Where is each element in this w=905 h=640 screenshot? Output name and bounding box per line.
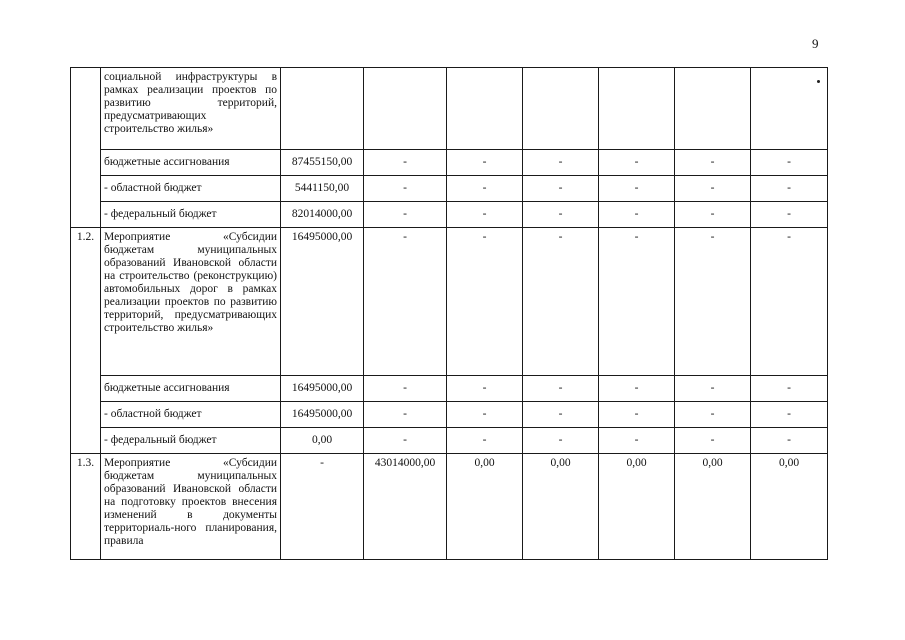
- value-cell: -: [675, 228, 751, 376]
- table-row: [71, 150, 828, 176]
- row-number-cell: [71, 402, 101, 428]
- value-cell: -: [523, 228, 599, 376]
- value-cell: [523, 68, 599, 150]
- value-cell: -: [599, 202, 675, 228]
- value-cell: -: [364, 176, 447, 202]
- value-cell: -: [675, 402, 751, 428]
- total-cell: 5441150,00: [281, 176, 364, 202]
- value-cell: -: [751, 150, 828, 176]
- total-cell: 87455150,00: [281, 150, 364, 176]
- value-cell: 0,00: [599, 454, 675, 560]
- value-cell: -: [751, 428, 828, 454]
- table-row: [71, 202, 828, 228]
- page-number: 9: [812, 36, 819, 51]
- value-cell: -: [599, 402, 675, 428]
- value-cell: -: [675, 176, 751, 202]
- total-cell: 16495000,00: [281, 402, 364, 428]
- value-cell: -: [523, 150, 599, 176]
- table-row: [71, 402, 828, 428]
- budget-label: - федеральный бюджет: [101, 202, 281, 228]
- table-row: [71, 176, 828, 202]
- value-cell: -: [751, 202, 828, 228]
- value-cell: -: [447, 150, 523, 176]
- activity-description: Мероприятие «Субсидии бюджетам муниципальных образований Ивановской области на строительство (реконструкцию) автомобильных дорог в рамках реализации проектов по развитию территорий, предусматривающих строительство жилья»: [101, 228, 281, 376]
- value-cell: [599, 68, 675, 150]
- row-number-cell: [71, 176, 101, 202]
- value-cell: -: [447, 402, 523, 428]
- table-row: [71, 228, 828, 376]
- total-cell: 16495000,00: [281, 376, 364, 402]
- row-number-cell: [71, 428, 101, 454]
- value-cell: -: [675, 150, 751, 176]
- row-number-cell: [71, 202, 101, 228]
- row-number-cell: 1.2.: [71, 228, 101, 376]
- value-cell: -: [364, 428, 447, 454]
- value-cell: -: [523, 176, 599, 202]
- value-cell: [675, 68, 751, 150]
- budget-label: бюджетные ассигнования: [101, 150, 281, 176]
- value-cell: -: [599, 150, 675, 176]
- total-cell: 82014000,00: [281, 202, 364, 228]
- value-cell: -: [447, 376, 523, 402]
- value-cell: -: [523, 376, 599, 402]
- value-cell: -: [447, 428, 523, 454]
- value-cell: -: [751, 228, 828, 376]
- row-number-cell: 1.3.: [71, 454, 101, 560]
- budget-table: [70, 67, 828, 560]
- budget-label: - федеральный бюджет: [101, 428, 281, 454]
- value-cell: -: [523, 428, 599, 454]
- value-cell: [751, 68, 828, 150]
- value-cell: -: [751, 176, 828, 202]
- value-cell: -: [675, 376, 751, 402]
- value-cell: -: [447, 228, 523, 376]
- table-row: [71, 68, 828, 150]
- total-cell: 0,00: [281, 428, 364, 454]
- table-row: [71, 454, 828, 560]
- value-cell: -: [675, 428, 751, 454]
- value-cell: -: [675, 202, 751, 228]
- value-cell: -: [364, 228, 447, 376]
- value-cell: -: [523, 402, 599, 428]
- value-cell: -: [599, 228, 675, 376]
- row-number-cell: [71, 68, 101, 150]
- value-cell: -: [364, 150, 447, 176]
- value-cell: 0,00: [751, 454, 828, 560]
- row-number-cell: [71, 376, 101, 402]
- value-cell: [364, 68, 447, 150]
- value-cell: -: [364, 402, 447, 428]
- total-cell: -: [281, 454, 364, 560]
- activity-description: социальной инфраструктуры в рамках реализации проектов по развитию территорий, предусматривающих строительство жилья»: [101, 68, 281, 150]
- value-cell: -: [523, 202, 599, 228]
- value-cell: -: [599, 176, 675, 202]
- total-cell: 16495000,00: [281, 228, 364, 376]
- value-cell: 0,00: [523, 454, 599, 560]
- total-cell: [281, 68, 364, 150]
- value-cell: -: [364, 376, 447, 402]
- value-cell: -: [364, 202, 447, 228]
- value-cell: -: [599, 428, 675, 454]
- value-cell: 0,00: [447, 454, 523, 560]
- value-cell: -: [599, 376, 675, 402]
- value-cell: -: [447, 176, 523, 202]
- value-cell: -: [447, 202, 523, 228]
- budget-label: - областной бюджет: [101, 402, 281, 428]
- value-cell: -: [751, 376, 828, 402]
- value-cell: 0,00: [675, 454, 751, 560]
- activity-description: Мероприятие «Субсидии бюджетам муниципальных образований Ивановской области на подготовку проектов внесения изменений в документы территориаль-ного планирования, правила: [101, 454, 281, 560]
- value-cell: -: [751, 402, 828, 428]
- table-row: [71, 376, 828, 402]
- row-number-cell: [71, 150, 101, 176]
- budget-label: - областной бюджет: [101, 176, 281, 202]
- value-cell: [447, 68, 523, 150]
- budget-label: бюджетные ассигнования: [101, 376, 281, 402]
- value-cell: 43014000,00: [364, 454, 447, 560]
- table-row: [71, 428, 828, 454]
